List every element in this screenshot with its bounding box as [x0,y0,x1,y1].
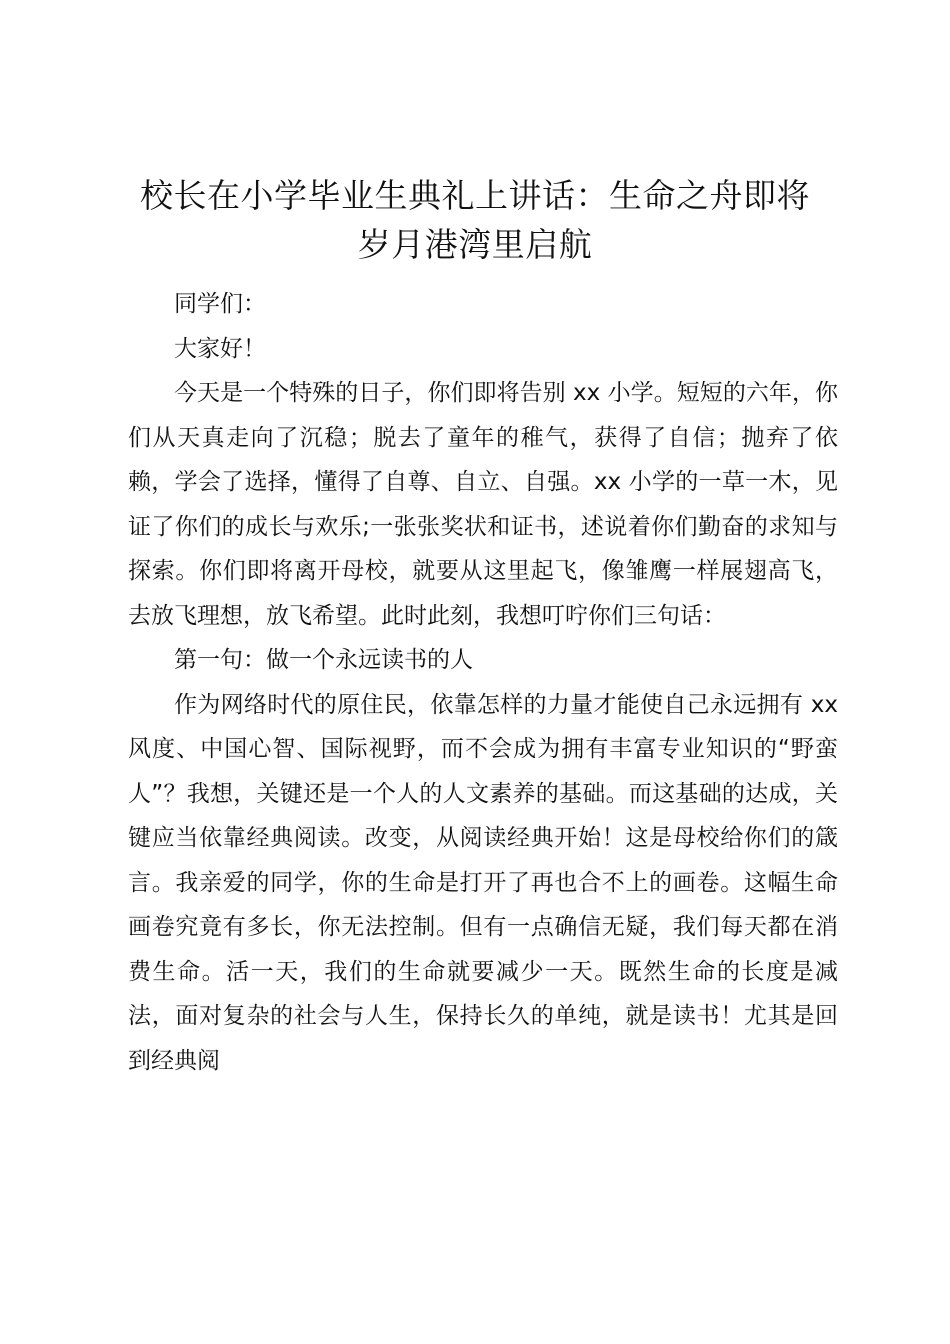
section-heading-paragraph: 第一句：做一个永远读书的人 [174,647,473,673]
salutation-paragraph: 同学们： [174,291,266,317]
opening-paragraph: 今天是一个特殊的日子，你们即将告别 xx 小学。短短的六年，你们从天真走向了沉稳；脱去了童年的稚气，获得了自信；抛弃了依赖，学会了选择，懂得了自尊、自立、自强。xx 小学的一草一木，见证了你们的成长与欢乐;一张张奖状和证书，述说着你们勤奋的求知与探索。你们即将离开母校，就要从这里起飞，像雏鹰一样展翅高飞，去放飞理想，放飞希望。此时此刻，我想叮咛你们三句话： [128,380,838,629]
greeting-paragraph: 大家好！ [174,335,266,362]
document-title-line-1: 校长在小学毕业生典礼上讲话：生命之舟即将 [140,176,810,215]
document-title-line-2: 岁月港湾里启航 [357,225,593,264]
document-body [128,282,838,1083]
reading-paragraph: 作为网络时代的原住民，依靠怎样的力量才能使自己永远拥有 xx 风度、中国心智、国际视野，而不会成为拥有丰富专业知识的“野蛮人”？我想，关键还是一个人的人文素养的基础。而这基础的达成，关键应当依靠经典阅读。改变，从阅读经典开始！这是母校给你们的箴言。我亲爱的同学，你的生命是打开了再也合不上的画卷。这幅生命画卷究竟有多长，你无法控制。但有一点确信无疑，我们每天都在消费生命。活一天，我们的生命就要减少一天。既然生命的长度是减法，面对复杂的社会与人生，保持长久的单纯，就是读书！尤其是回到经典阅 [128,691,838,1074]
